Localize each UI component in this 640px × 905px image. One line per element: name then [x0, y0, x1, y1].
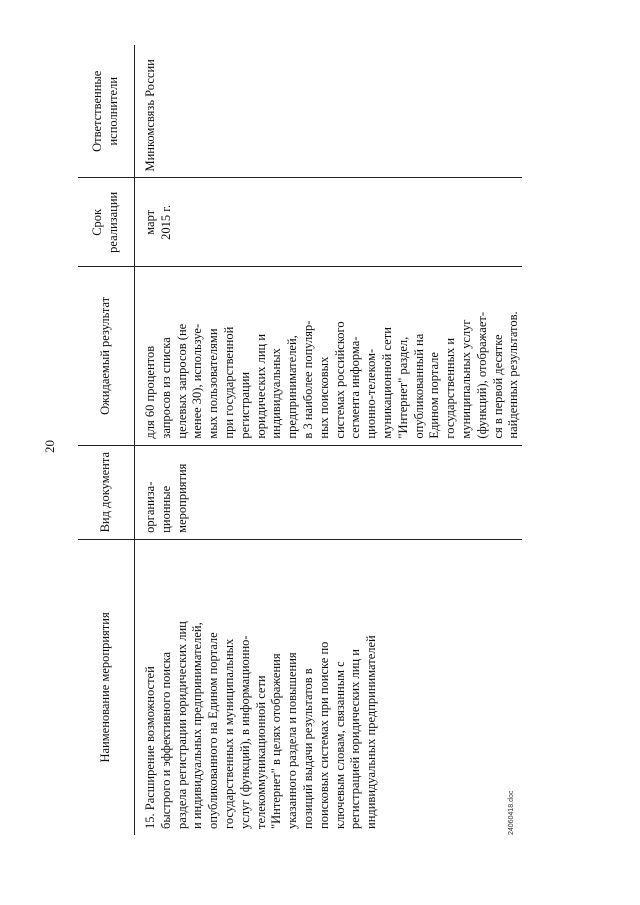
plan-table — [78, 45, 522, 835]
header-name: Наименование мероприятия — [78, 539, 135, 835]
header-term: Срок реализации — [78, 178, 135, 267]
header-doc-type: Вид документа — [78, 445, 135, 539]
table-row — [135, 45, 523, 835]
cell-term: март 2015 г. — [135, 178, 523, 267]
header-result: Ожидаемый результат — [78, 267, 135, 445]
header-executors: Ответственные исполнители — [78, 45, 135, 178]
cell-result: для 60 процентов запросов из списка целевых запросов (не менее 30), используе- мых пользователями при государственной регистрации юридических лиц и индивидуальных предпринимателей, в 3 наиболее популяр- ных поисковых системах российского сегмента информа- ционно-телеком- муникационной сети "Интернет" раздел, опубликованный на Едином портале государственных и муниципальных услуг (функций), отображает- ся в первой десятке найденных результатов. — [135, 267, 523, 445]
page-number: 20 — [42, 440, 57, 453]
footer-filename: 24060418.doc — [508, 790, 515, 835]
table-header-row — [78, 45, 135, 835]
cell-name: 15. Расширение возможностей быстрого и эффективного поиска раздела регистрации юридических лиц и индивидуальных предпринимателей, опубликованного на Едином портале государственных и муниципальных услуг (функций), в информационно- телекоммуникационной сети "Интернет" в целях отображения указанного раздела и повышения позиций выдачи результатов в поисковых системах при поиске по ключевым словам, связанным с регистрацией юридических лиц и индивидуальных предпринимателей — [143, 621, 379, 829]
rotated-page — [42, 35, 538, 835]
cell-executors: Минкомсвязь России — [135, 45, 523, 178]
cell-doc-type: организа- ционные мероприятия — [135, 445, 523, 539]
